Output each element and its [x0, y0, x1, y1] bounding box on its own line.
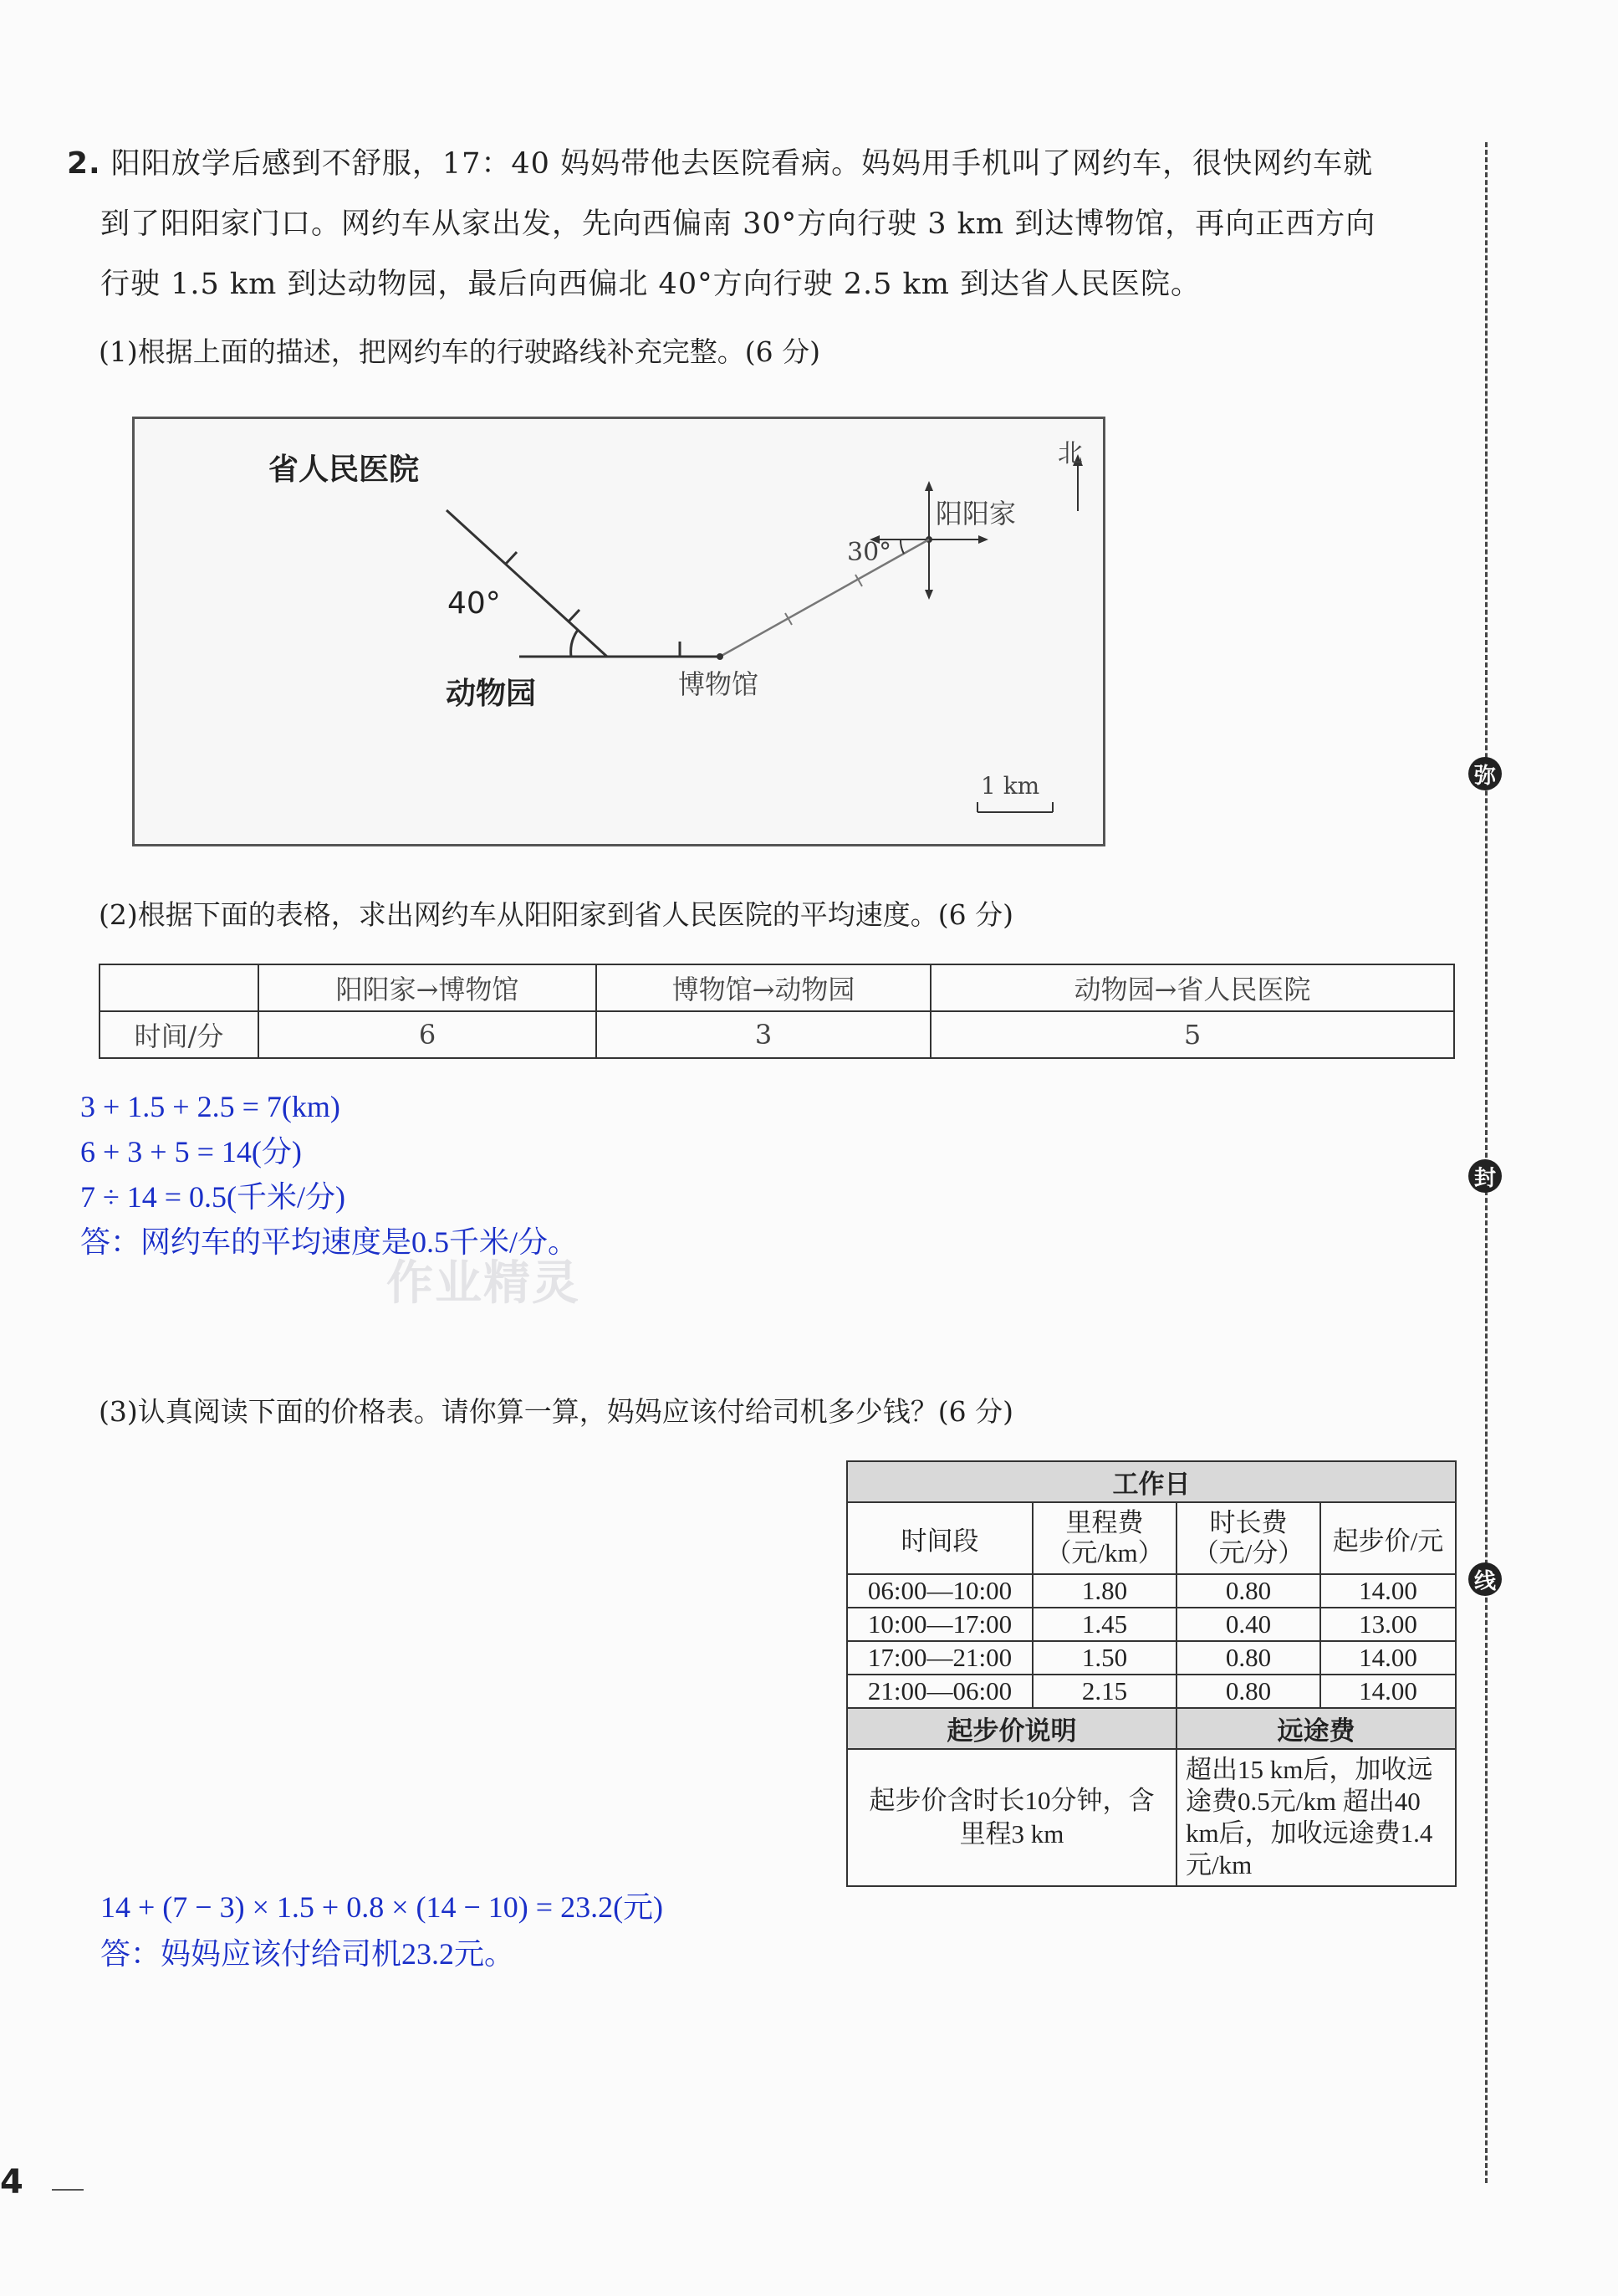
- note-header: 起步价说明: [847, 1708, 1176, 1749]
- watermark: 作业精灵: [386, 1256, 580, 1311]
- price-header: 时间段: [847, 1502, 1033, 1574]
- time-table-row: [100, 1011, 1454, 1058]
- page-number: 4: [0, 2163, 23, 2201]
- part2-prompt: (2)根据下面的表格，求出网约车从阳阳家到省人民医院的平均速度。(6 分): [99, 898, 1013, 931]
- price-row: [847, 1641, 1456, 1675]
- time-table-header-row: [100, 964, 1454, 1011]
- price-cell: 0.40: [1176, 1608, 1320, 1641]
- question-text: [67, 134, 1472, 314]
- route-zoo-hospital: [447, 510, 607, 657]
- price-cell: 06:00—10:00: [847, 1574, 1033, 1608]
- price-cell: 14.00: [1320, 1574, 1456, 1608]
- question-line-2: 到了阳阳家门口。网约车从家出发，先向西偏南 30°方向行驶 3 km 到达博物馆，再向正西方向: [100, 207, 1376, 241]
- page-number-dash: [52, 2189, 84, 2191]
- note-text: 起步价含时长10分钟，含里程3 km: [847, 1749, 1176, 1886]
- label-zoo: 动物园: [446, 677, 537, 711]
- price-header: 里程费 （元/km）: [1033, 1502, 1176, 1574]
- angle-arc-zoo: [571, 630, 578, 657]
- price-row: [847, 1675, 1456, 1708]
- seal-mark: 封: [1468, 1159, 1502, 1193]
- label-angle-40: 40°: [447, 586, 501, 621]
- time-table-header: 动物园→省人民医院: [931, 964, 1454, 1011]
- label-north: 北: [1058, 439, 1083, 468]
- label-angle-30: 30°: [847, 538, 892, 567]
- price-cell: 0.80: [1176, 1641, 1320, 1675]
- price-cell: 14.00: [1320, 1675, 1456, 1708]
- answer-line: 答：网约车的平均速度是0.5千米/分。: [80, 1225, 579, 1259]
- price-row: [847, 1574, 1456, 1608]
- route-map: [132, 417, 1105, 846]
- price-cell: 17:00—21:00: [847, 1641, 1033, 1675]
- price-cell: 21:00—06:00: [847, 1675, 1033, 1708]
- label-museum: 博物馆: [678, 668, 759, 700]
- part2-answer: [80, 1084, 578, 1265]
- price-cell: 1.50: [1033, 1641, 1176, 1675]
- question-line-3: 行驶 1.5 km 到达动物园，最后向西偏北 40°方向行驶 2.5 km 到达省人民医院。: [100, 268, 1202, 301]
- far-fee-text: 超出15 km后，加收远途费0.5元/km 超出40 km后，加收远途费1.4元/km: [1176, 1749, 1456, 1886]
- answer-line: 6 + 3 + 5 = 14(分): [80, 1135, 302, 1168]
- price-cell: 14.00: [1320, 1641, 1456, 1675]
- price-table: [846, 1460, 1457, 1887]
- price-cell: 10:00—17:00: [847, 1608, 1033, 1641]
- price-cell: 0.80: [1176, 1574, 1320, 1608]
- time-table-header: 阳阳家→博物馆: [258, 964, 596, 1011]
- label-home: 阳阳家: [936, 498, 1017, 529]
- seal-mark: 弥: [1468, 757, 1502, 790]
- price-cell: 0.80: [1176, 1675, 1320, 1708]
- label-scale: 1 km: [981, 772, 1040, 800]
- route-home-museum: [720, 539, 929, 657]
- question-number: 2.: [67, 146, 101, 181]
- price-cell: 1.80: [1033, 1574, 1176, 1608]
- angle-arc-home: [901, 539, 904, 554]
- time-table-row-label: 时间/分: [100, 1011, 258, 1058]
- price-cell: 13.00: [1320, 1608, 1456, 1641]
- price-table-title: 工作日: [847, 1461, 1456, 1502]
- part1-prompt: (1)根据上面的描述，把网约车的行驶路线补充完整。(6 分): [99, 335, 820, 368]
- question-line-1: 阳阳放学后感到不舒服，17：40 妈妈带他去医院看病。妈妈用手机叫了网约车，很快网约车就: [110, 147, 1374, 181]
- time-table: [99, 964, 1455, 1059]
- seal-mark: 线: [1468, 1562, 1502, 1596]
- time-table-header: 博物馆→动物园: [596, 964, 931, 1011]
- price-table-header-row: [847, 1502, 1456, 1574]
- time-table-corner: [100, 964, 258, 1011]
- price-note-header-row: [847, 1708, 1456, 1749]
- price-row: [847, 1608, 1456, 1641]
- answer-line: 14 + (7 − 3) × 1.5 + 0.8 × (14 − 10) = 23.2(元): [100, 1890, 664, 1924]
- far-fee-header: 远途费: [1176, 1708, 1456, 1749]
- price-cell: 2.15: [1033, 1675, 1176, 1708]
- time-table-cell: 5: [931, 1011, 1454, 1058]
- price-header: 起步价/元: [1320, 1502, 1456, 1574]
- answer-line: 答：妈妈应该付给司机23.2元。: [100, 1937, 515, 1971]
- price-header: 时长费 （元/分）: [1176, 1502, 1320, 1574]
- answer-line: 7 ÷ 14 = 0.5(千米/分): [80, 1180, 346, 1214]
- part3-answer: [100, 1884, 663, 1977]
- price-note-row: [847, 1749, 1456, 1886]
- part3-prompt: (3)认真阅读下面的价格表。请你算一算，妈妈应该付给司机多少钱？(6 分): [99, 1395, 1013, 1428]
- answer-line: 3 + 1.5 + 2.5 = 7(km): [80, 1090, 340, 1123]
- time-table-cell: 3: [596, 1011, 931, 1058]
- price-cell: 1.45: [1033, 1608, 1176, 1641]
- label-hospital: 省人民医院: [268, 453, 420, 487]
- time-table-cell: 6: [258, 1011, 596, 1058]
